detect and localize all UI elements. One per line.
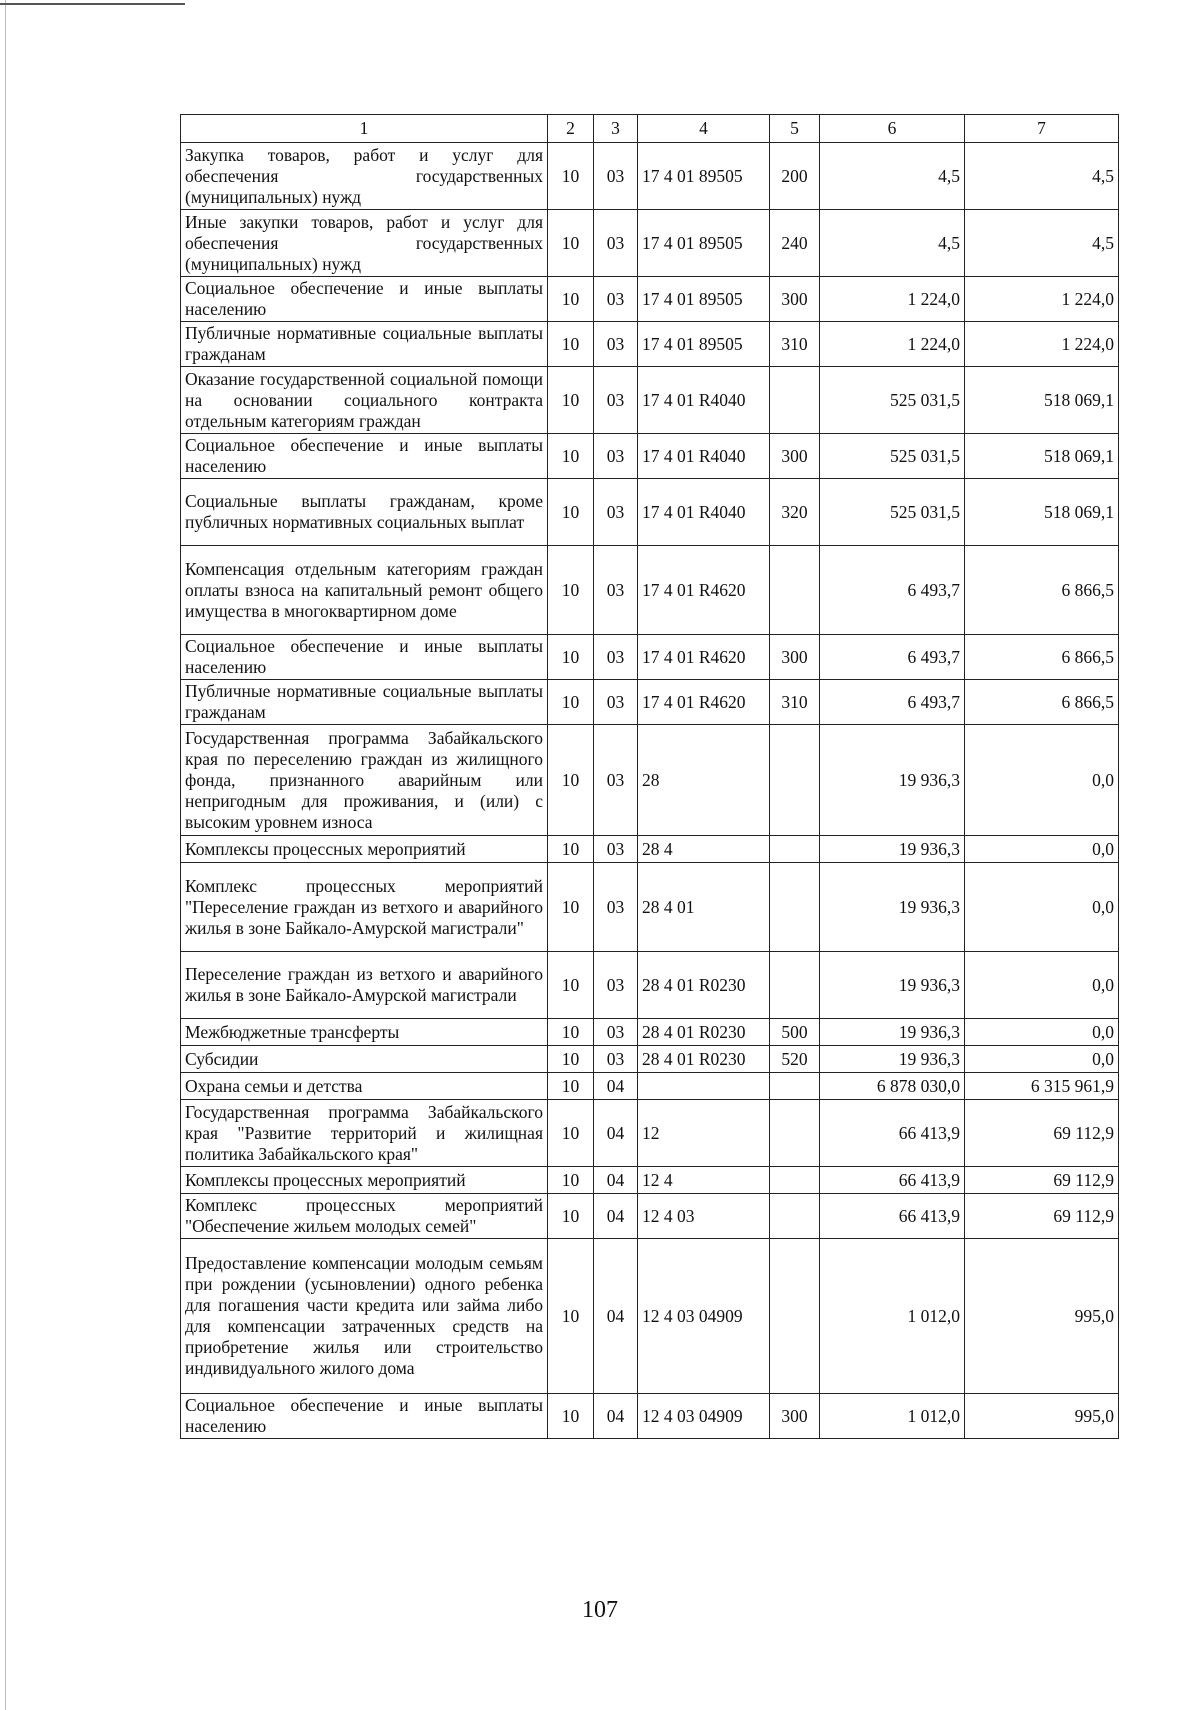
target-article-cell xyxy=(638,1073,770,1100)
section-cell: 10 xyxy=(548,143,594,210)
section-cell: 10 xyxy=(548,1239,594,1394)
table-row xyxy=(181,479,1119,546)
subsection-cell: 03 xyxy=(594,210,638,277)
section-cell: 10 xyxy=(548,322,594,367)
target-article-cell: 17 4 01 R4620 xyxy=(638,546,770,635)
section-cell: 10 xyxy=(548,635,594,680)
header-cell-6: 6 xyxy=(820,115,965,143)
subsection-cell: 03 xyxy=(594,952,638,1019)
name-cell: Социальное обеспечение и иные выплаты населению xyxy=(181,635,548,680)
section-cell: 10 xyxy=(548,952,594,1019)
amount-year1-cell: 66 413,9 xyxy=(820,1100,965,1167)
scan-left-edge-line xyxy=(5,0,6,1710)
name-cell: Комплекс процессных мероприятий "Переселение граждан из ветхого и аварийного жилья в зоне Байкало-Амурской магистрали" xyxy=(181,863,548,952)
amount-year1-cell: 19 936,3 xyxy=(820,952,965,1019)
amount-year2-cell: 995,0 xyxy=(965,1239,1119,1394)
section-cell: 10 xyxy=(548,836,594,863)
table-row xyxy=(181,1394,1119,1439)
table-row xyxy=(181,635,1119,680)
amount-year1-cell: 19 936,3 xyxy=(820,863,965,952)
subsection-cell: 04 xyxy=(594,1394,638,1439)
name-cell: Переселение граждан из ветхого и аварийного жилья в зоне Байкало-Амурской магистрали xyxy=(181,952,548,1019)
header-cell-4: 4 xyxy=(638,115,770,143)
name-cell: Социальное обеспечение и иные выплаты населению xyxy=(181,434,548,479)
subsection-cell: 04 xyxy=(594,1073,638,1100)
table-row xyxy=(181,680,1119,725)
subsection-cell: 03 xyxy=(594,635,638,680)
amount-year1-cell: 1 012,0 xyxy=(820,1239,965,1394)
amount-year2-cell: 0,0 xyxy=(965,1046,1119,1073)
amount-year1-cell: 66 413,9 xyxy=(820,1194,965,1239)
name-cell: Комплексы процессных мероприятий xyxy=(181,1167,548,1194)
section-cell: 10 xyxy=(548,367,594,434)
subsection-cell: 04 xyxy=(594,1194,638,1239)
expense-type-cell xyxy=(770,1194,820,1239)
expense-type-cell xyxy=(770,725,820,836)
subsection-cell: 03 xyxy=(594,680,638,725)
amount-year1-cell: 4,5 xyxy=(820,143,965,210)
expense-type-cell xyxy=(770,1100,820,1167)
target-article-cell: 12 4 03 xyxy=(638,1194,770,1239)
amount-year2-cell: 69 112,9 xyxy=(965,1194,1119,1239)
header-cell-2: 2 xyxy=(548,115,594,143)
table-row xyxy=(181,277,1119,322)
amount-year2-cell: 0,0 xyxy=(965,952,1119,1019)
name-cell: Комплекс процессных мероприятий "Обеспечение жильем молодых семей" xyxy=(181,1194,548,1239)
amount-year2-cell: 6 315 961,9 xyxy=(965,1073,1119,1100)
table-row xyxy=(181,546,1119,635)
section-cell: 10 xyxy=(548,479,594,546)
target-article-cell: 17 4 01 89505 xyxy=(638,143,770,210)
subsection-cell: 03 xyxy=(594,143,638,210)
page-number: 107 xyxy=(582,1597,618,1623)
amount-year2-cell: 0,0 xyxy=(965,836,1119,863)
subsection-cell: 04 xyxy=(594,1239,638,1394)
target-article-cell: 28 4 xyxy=(638,836,770,863)
table-row xyxy=(181,143,1119,210)
table-row xyxy=(181,1046,1119,1073)
expense-type-cell: 520 xyxy=(770,1046,820,1073)
table-row xyxy=(181,1100,1119,1167)
table-row xyxy=(181,863,1119,952)
amount-year2-cell: 1 224,0 xyxy=(965,277,1119,322)
table-row xyxy=(181,952,1119,1019)
amount-year1-cell: 19 936,3 xyxy=(820,836,965,863)
expense-type-cell: 500 xyxy=(770,1019,820,1046)
amount-year1-cell: 4,5 xyxy=(820,210,965,277)
name-cell: Публичные нормативные социальные выплаты гражданам xyxy=(181,322,548,367)
name-cell: Государственная программа Забайкальского края по переселению граждан из жилищного фонда, признанного аварийным или непригодным для проживания, и (или) с высоким уровнем износа xyxy=(181,725,548,836)
section-cell: 10 xyxy=(548,1073,594,1100)
target-article-cell: 28 4 01 R0230 xyxy=(638,1046,770,1073)
amount-year2-cell: 6 866,5 xyxy=(965,546,1119,635)
amount-year2-cell: 4,5 xyxy=(965,210,1119,277)
target-article-cell: 17 4 01 89505 xyxy=(638,322,770,367)
name-cell: Социальное обеспечение и иные выплаты населению xyxy=(181,1394,548,1439)
amount-year2-cell: 4,5 xyxy=(965,143,1119,210)
amount-year1-cell: 1 012,0 xyxy=(820,1394,965,1439)
target-article-cell: 28 4 01 R0230 xyxy=(638,1019,770,1046)
amount-year2-cell: 6 866,5 xyxy=(965,635,1119,680)
section-cell: 10 xyxy=(548,725,594,836)
expense-type-cell xyxy=(770,836,820,863)
subsection-cell: 03 xyxy=(594,367,638,434)
table-row xyxy=(181,367,1119,434)
expense-type-cell: 240 xyxy=(770,210,820,277)
name-cell: Предоставление компенсации молодым семьям при рождении (усыновлении) одного ребенка для погашения части кредита или займа либо для компенсации затраченных средств на приобретение жилья или строительство индивидуального жилого дома xyxy=(181,1239,548,1394)
section-cell: 10 xyxy=(548,1019,594,1046)
expense-type-cell xyxy=(770,1167,820,1194)
target-article-cell: 12 4 03 04909 xyxy=(638,1394,770,1439)
subsection-cell: 03 xyxy=(594,479,638,546)
amount-year1-cell: 66 413,9 xyxy=(820,1167,965,1194)
expense-type-cell: 310 xyxy=(770,322,820,367)
amount-year2-cell: 69 112,9 xyxy=(965,1100,1119,1167)
name-cell: Иные закупки товаров, работ и услуг для обеспечения государственных (муниципальных) нужд xyxy=(181,210,548,277)
target-article-cell: 17 4 01 R4620 xyxy=(638,635,770,680)
expense-type-cell: 310 xyxy=(770,680,820,725)
header-cell-5: 5 xyxy=(770,115,820,143)
target-article-cell: 12 4 xyxy=(638,1167,770,1194)
expense-type-cell xyxy=(770,1239,820,1394)
scan-top-edge-line xyxy=(0,3,185,5)
amount-year1-cell: 19 936,3 xyxy=(820,1046,965,1073)
section-cell: 10 xyxy=(548,546,594,635)
section-cell: 10 xyxy=(548,210,594,277)
section-cell: 10 xyxy=(548,277,594,322)
section-cell: 10 xyxy=(548,1046,594,1073)
expense-type-cell: 300 xyxy=(770,1394,820,1439)
name-cell: Комплексы процессных мероприятий xyxy=(181,836,548,863)
subsection-cell: 03 xyxy=(594,836,638,863)
target-article-cell: 17 4 01 89505 xyxy=(638,277,770,322)
section-cell: 10 xyxy=(548,680,594,725)
subsection-cell: 04 xyxy=(594,1100,638,1167)
amount-year2-cell: 0,0 xyxy=(965,863,1119,952)
target-article-cell: 17 4 01 R4040 xyxy=(638,434,770,479)
name-cell: Социальное обеспечение и иные выплаты населению xyxy=(181,277,548,322)
amount-year2-cell: 518 069,1 xyxy=(965,479,1119,546)
table-row xyxy=(181,725,1119,836)
section-cell: 10 xyxy=(548,1167,594,1194)
table-row xyxy=(181,1194,1119,1239)
amount-year1-cell: 1 224,0 xyxy=(820,277,965,322)
amount-year2-cell: 1 224,0 xyxy=(965,322,1119,367)
amount-year2-cell: 518 069,1 xyxy=(965,367,1119,434)
amount-year1-cell: 525 031,5 xyxy=(820,479,965,546)
subsection-cell: 03 xyxy=(594,725,638,836)
amount-year2-cell: 995,0 xyxy=(965,1394,1119,1439)
amount-year1-cell: 6 493,7 xyxy=(820,680,965,725)
section-cell: 10 xyxy=(548,1394,594,1439)
name-cell: Субсидии xyxy=(181,1046,548,1073)
expense-type-cell: 320 xyxy=(770,479,820,546)
amount-year1-cell: 1 224,0 xyxy=(820,322,965,367)
name-cell: Социальные выплаты гражданам, кроме публичных нормативных социальных выплат xyxy=(181,479,548,546)
name-cell: Закупка товаров, работ и услуг для обеспечения государственных (муниципальных) нужд xyxy=(181,143,548,210)
amount-year2-cell: 69 112,9 xyxy=(965,1167,1119,1194)
target-article-cell: 28 xyxy=(638,725,770,836)
table-row xyxy=(181,1239,1119,1394)
target-article-cell: 17 4 01 R4620 xyxy=(638,680,770,725)
amount-year1-cell: 19 936,3 xyxy=(820,1019,965,1046)
target-article-cell: 12 4 03 04909 xyxy=(638,1239,770,1394)
subsection-cell: 04 xyxy=(594,1167,638,1194)
expense-type-cell: 300 xyxy=(770,635,820,680)
section-cell: 10 xyxy=(548,863,594,952)
expense-type-cell: 200 xyxy=(770,143,820,210)
table-row xyxy=(181,836,1119,863)
amount-year1-cell: 19 936,3 xyxy=(820,725,965,836)
expense-type-cell: 300 xyxy=(770,277,820,322)
subsection-cell: 03 xyxy=(594,1019,638,1046)
header-cell-3: 3 xyxy=(594,115,638,143)
subsection-cell: 03 xyxy=(594,434,638,479)
subsection-cell: 03 xyxy=(594,1046,638,1073)
amount-year2-cell: 6 866,5 xyxy=(965,680,1119,725)
table-row xyxy=(181,210,1119,277)
table-header-row xyxy=(181,115,1119,143)
expense-type-cell xyxy=(770,1073,820,1100)
name-cell: Публичные нормативные социальные выплаты гражданам xyxy=(181,680,548,725)
expense-type-cell xyxy=(770,952,820,1019)
name-cell: Оказание государственной социальной помощи на основании социального контракта отдельным категориям граждан xyxy=(181,367,548,434)
subsection-cell: 03 xyxy=(594,863,638,952)
header-cell-1: 1 xyxy=(181,115,548,143)
amount-year2-cell: 0,0 xyxy=(965,725,1119,836)
expense-type-cell: 300 xyxy=(770,434,820,479)
amount-year2-cell: 0,0 xyxy=(965,1019,1119,1046)
section-cell: 10 xyxy=(548,1194,594,1239)
amount-year1-cell: 6 878 030,0 xyxy=(820,1073,965,1100)
table-row xyxy=(181,1167,1119,1194)
expense-type-cell xyxy=(770,546,820,635)
table-row xyxy=(181,434,1119,479)
name-cell: Межбюджетные трансферты xyxy=(181,1019,548,1046)
name-cell: Компенсация отдельным категориям граждан оплаты взноса на капитальный ремонт общего имущества в многоквартирном доме xyxy=(181,546,548,635)
expense-type-cell xyxy=(770,367,820,434)
name-cell: Государственная программа Забайкальского края "Развитие территорий и жилищная политика Забайкальского края" xyxy=(181,1100,548,1167)
subsection-cell: 03 xyxy=(594,322,638,367)
subsection-cell: 03 xyxy=(594,277,638,322)
table-row xyxy=(181,322,1119,367)
amount-year1-cell: 525 031,5 xyxy=(820,434,965,479)
subsection-cell: 03 xyxy=(594,546,638,635)
target-article-cell: 17 4 01 R4040 xyxy=(638,479,770,546)
target-article-cell: 28 4 01 R0230 xyxy=(638,952,770,1019)
expense-type-cell xyxy=(770,863,820,952)
table-row xyxy=(181,1073,1119,1100)
section-cell: 10 xyxy=(548,1100,594,1167)
table-row xyxy=(181,1019,1119,1046)
target-article-cell: 28 4 01 xyxy=(638,863,770,952)
target-article-cell: 12 xyxy=(638,1100,770,1167)
budget-table xyxy=(180,114,1119,1439)
target-article-cell: 17 4 01 89505 xyxy=(638,210,770,277)
amount-year1-cell: 6 493,7 xyxy=(820,635,965,680)
header-cell-7: 7 xyxy=(965,115,1119,143)
section-cell: 10 xyxy=(548,434,594,479)
target-article-cell: 17 4 01 R4040 xyxy=(638,367,770,434)
amount-year1-cell: 6 493,7 xyxy=(820,546,965,635)
amount-year1-cell: 525 031,5 xyxy=(820,367,965,434)
amount-year2-cell: 518 069,1 xyxy=(965,434,1119,479)
name-cell: Охрана семьи и детства xyxy=(181,1073,548,1100)
